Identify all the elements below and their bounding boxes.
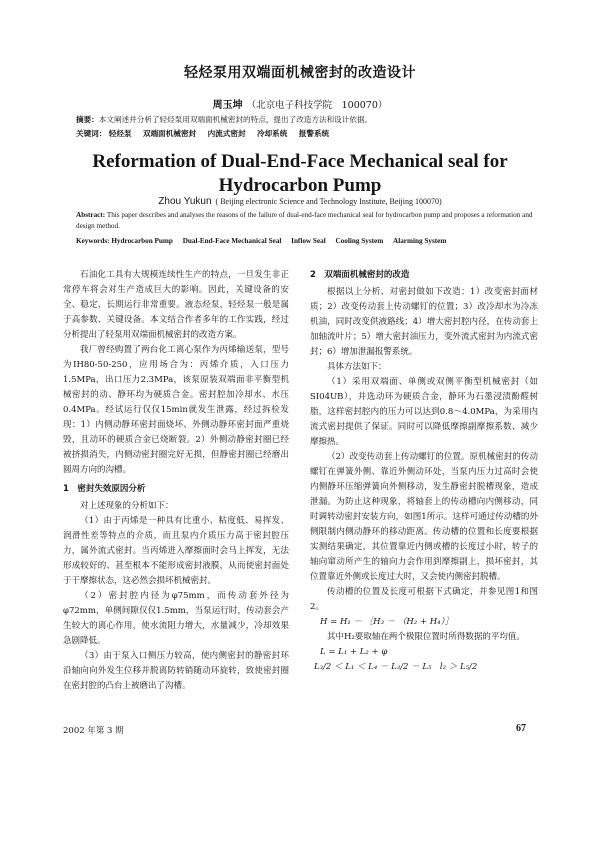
equation: H = H₁ － ［H₃ － （H₂ + H₄）］	[320, 617, 454, 627]
paragraph: （3）由于泵入口侧压力较高，使内侧密封的静密封环沿轴向向外发生位移并脱离防转销随动环旋转，致使密封圈在密封腔的凸台上被磨出了沟槽。	[63, 651, 289, 691]
keyword-chinese: 冷却系统	[256, 129, 288, 138]
author-name-chinese: 周玉坤	[212, 100, 243, 111]
equation: L₃/2 ＜ L₁ ＜ L₄ － L₃/2 － L₅ l₂ ＞ L₅/2	[314, 662, 478, 672]
keyword-english: Inflow Seal	[291, 237, 326, 245]
paragraph: 具体方法如下：	[327, 362, 387, 372]
keyword-english: Hydrocarbon Pump	[111, 237, 173, 245]
paragraph: 其中H₂要取轴在两个极限位置时所得数据的平均值。	[327, 632, 525, 642]
author-affiliation-english: ( Beijing electronic Science and Technology Institute, Beijing 100070)	[215, 197, 442, 206]
abstract-chinese	[76, 114, 546, 125]
keyword-english: Cooling System	[335, 237, 384, 245]
author-affiliation-chinese: （北京电子科技学院 100070）	[246, 100, 388, 111]
author-name-english: Zhou Yukun	[158, 196, 212, 207]
keyword-chinese: 双端面机械密封	[143, 129, 197, 138]
keywords-label-english: Keywords:	[76, 237, 110, 245]
title-english-line-2: Hydrocarbon Pump	[218, 175, 382, 196]
abstract-label-english: Abstract:	[76, 211, 106, 219]
keywords-english	[76, 236, 538, 247]
paragraph: 传动槽的位置及长度可根据下式确定，并参见图1和图2。	[310, 587, 538, 612]
keyword-english: Alarming System	[393, 237, 447, 245]
keyword-chinese: 报警系统	[298, 129, 330, 138]
title-english-line-1: Reformation of Dual-End-Face Mechanical seal for	[92, 151, 508, 172]
page-number: 67	[516, 723, 526, 734]
abstract-text-english: This paper describes and analyses the reasons of the failure of dual-end-face mechanical seal for hydrocarbon pump and proposes a reformation and design method.	[76, 211, 533, 230]
keywords-label-chinese: 关键词：	[76, 129, 107, 138]
keywords-chinese	[76, 128, 546, 139]
paragraph: （2）改变传动套上传动螺钉的位置。原机械密封的传动螺钉在弹簧外侧、靠近外侧动环处，当泵内压力过高时会使内侧静环压缩弹簧向外侧移动，发生静密封脱槽现象，造成泄漏。为防止这种现象，将轴套上的传动槽向内侧移动，同时调转动密封安装方向，如图1所示。这样可通过传动槽的外侧限制内侧动静环的移动距离。传动槽的位置和长度要根据实测结果确定，其位置靠近内侧或槽的长度过小时，转子的轴向窜动所产生的轴向力会作用到摩擦副上，损坏密封，其位置靠近外侧或长度过大时，又会使内侧密封脱槽。	[310, 452, 538, 582]
keyword-chinese: 轻烃泵	[108, 129, 132, 138]
paragraph: （1）由于丙烯是一种具有比重小、粘度低、易挥发、润滑性差等特点的介质，而且泵内介质压力高于密封腔压力，属外流式密封。当丙烯进入摩擦面时会马上挥发，无法形成较好的、甚至根本不能形成密封液膜，从而使密封面处于干摩擦状态，这必然会损坏机械密封。	[63, 516, 289, 586]
body-column-right	[310, 268, 538, 675]
title-english	[0, 150, 600, 198]
paragraph: 根据以上分析、对密封做如下改造：1）改变密封面材质；2）改变传动套上传动螺钉的位置；3）改冷却水为冷冻机油，同时改变供液路线；4）增大密封腔内径，在传动套上加轴流叶片；5）增大密封油压力，变外流式密封为内流式密封；6）增加泄漏报警系统。	[310, 287, 538, 357]
paragraph: 石油化工具有大规模连续性生产的特点，一旦发生非正常停车将会对生产造成巨大的影响。因此，关键设备的安全、稳定、长期运行非常重要。液态烃泵，轻烃泵一般是属于高参数、关键设备。本文结合作者多年的工作实践，经过分析提出了轻泵用双端面机械密封的改造方案。	[63, 270, 289, 340]
issue-label: 2002 年第 3 期	[63, 726, 124, 736]
paragraph: （1）采用双端面、单侧或双侧平衡型机械密封（如SI04UB），并选动环为硬质合金，静环为石墨浸渍酚醛树脂，这样密封腔内的压力可以达到0.8～4.0MPa，为采用内流式密封提供了保证。同时可以降低摩擦副摩擦系数、减少摩擦热。	[310, 377, 538, 447]
paragraph: 我厂曾经购置了两台化工离心泵作为丙烯输送泵，型号为IH80-50-250，应用场合为：丙烯介质，入口压力1.5MPa，出口压力2.3MPa，该泵原装双端面非平衡型机械密封的动、静环均为硬质合金。密封腔加冷却水、水压0.4MPa。经试运行仅仅15min就发生泄露，经过拆检发现：1）内侧动静环密封面烧坏、外侧动静环密封面严重烧毁，且动环的硬质合金已烧断裂。2）外侧动静密封圈已经被挤损消失，内侧动密封圈完好无损，但静密封圈已经磨出圆周方向的沟槽。	[63, 345, 289, 475]
paragraph: （2）密封腔内径为φ75mm，而传动套外径为φ72mm，单侧间隙仅仅1.5mm，当泵运行时，传动套会产生较大的离心作用，使水流阻力增大，水量减少，冷却效果急剧降低。	[63, 591, 289, 646]
body-column-left	[63, 268, 289, 694]
abstract-label-chinese: 摘要：	[76, 115, 99, 124]
author-line-english	[0, 196, 600, 207]
title-chinese: 轻烃泵用双端面机械密封的改造设计	[184, 65, 416, 81]
section-heading: 2 双端面机械密封的改造	[310, 270, 410, 280]
abstract-english	[76, 210, 538, 232]
abstract-text-chinese: 本文阐述并分析了轻烃泵用双端面机械密封的特点，提出了改造方法和设计依据。	[98, 115, 373, 124]
equation: L = L₁ + L₂ + φ	[320, 647, 388, 657]
keyword-english: Dual-End-Face Mechanical Seal	[182, 237, 282, 245]
author-line-chinese	[0, 96, 600, 111]
paragraph: 对上述现象的分析如下：	[80, 501, 174, 511]
keyword-chinese: 内流式密封	[207, 129, 246, 138]
section-heading: 1 密封失效原因分析	[63, 484, 146, 494]
